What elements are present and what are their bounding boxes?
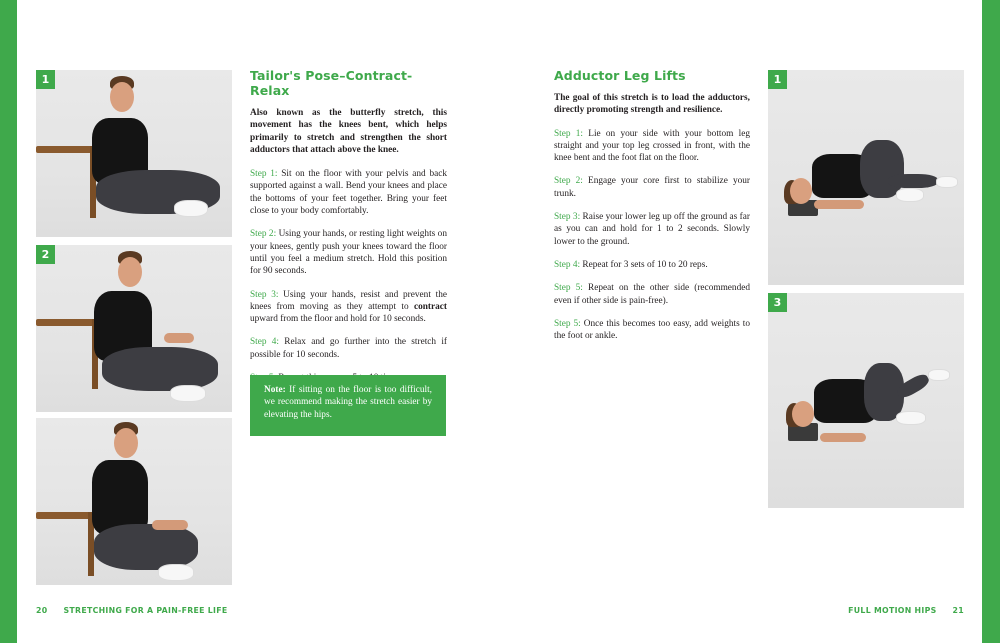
step-text: Once this becomes too easy, add weights to the foot or ankle. xyxy=(554,318,750,342)
step-text: Raise your lower leg up off the ground as far as you can and hold for 1 to 2 seconds. Slowly lower to the ground. xyxy=(554,212,750,247)
step-1 xyxy=(554,128,750,165)
step-label: Step 1: xyxy=(250,169,278,180)
step-2 xyxy=(554,175,750,200)
article-tailors-pose xyxy=(250,68,447,384)
step-label: Step 2: xyxy=(554,176,583,187)
page-number: 21 xyxy=(952,606,964,615)
step-1 xyxy=(250,168,447,217)
running-head: STRETCHING FOR A PAIN-FREE LIFE xyxy=(63,606,228,615)
step-label: Step 4: xyxy=(554,259,581,270)
step-label: Step 1: xyxy=(554,128,584,139)
photo-step-badge: 3 xyxy=(768,293,787,312)
step-text: Repeat on the other side (recommended even if other side is pain-free). xyxy=(554,283,750,306)
photo-step-badge: 1 xyxy=(36,70,55,89)
step-text: Engage your core first to stabilize your trunk. xyxy=(554,176,750,199)
step-text: Sit on the floor with your pelvis and back supported against a wall. Bend your knees and place the bottoms of your feet together. Bring your feet close to your body comfortably. xyxy=(250,169,448,217)
step-label: Step 3: xyxy=(250,289,279,300)
note-label: Note: xyxy=(264,385,286,395)
article-intro: Also known as the butterfly stretch, this movement has the knees bent, which helps primarily to stretch and strengthen the short adductors that attach above the knee. xyxy=(250,108,447,155)
right-page-edge-bar xyxy=(982,0,1000,643)
step-4 xyxy=(250,336,447,361)
photo-step-badge: 2 xyxy=(36,245,55,264)
right-footer xyxy=(848,606,964,615)
running-head: FULL MOTION HIPS xyxy=(848,606,937,615)
photo-adductor-lift-1 xyxy=(768,70,964,285)
step-label: Step 4: xyxy=(250,337,280,348)
step-text: Relax and go further into the stretch if possible for 10 seconds. xyxy=(250,337,447,360)
step-3 xyxy=(554,211,750,248)
step-text: Using your hands, or resting light weights on your knees, gently push your knees toward the floor until you feel a medium stretch. Hold this position for 90 seconds. xyxy=(250,229,447,277)
photo-tailors-pose-1 xyxy=(36,70,232,237)
photo-step-badge: 1 xyxy=(768,70,787,89)
step-4 xyxy=(554,259,750,271)
emphasis-contract: contract xyxy=(413,301,447,312)
left-footer xyxy=(36,606,228,615)
step-text: Repeat for 3 sets of 10 to 20 reps. xyxy=(580,259,708,270)
step-text: Lie on your side with your bottom leg straight and your top leg crossed in front, with the knee bent and the foot flat on the floor. xyxy=(554,128,750,164)
step-5 xyxy=(554,282,750,307)
photo-tailors-pose-3 xyxy=(36,418,232,585)
note-text: If sitting on the floor is too difficult, we recommend making the stretch easier by elevating the hips. xyxy=(264,385,432,420)
note-text-block xyxy=(264,384,432,421)
article-title: Adductor Leg Lifts xyxy=(554,68,686,83)
article-adductor-leg-lifts xyxy=(554,68,750,342)
step-text: upward from the floor and hold for 10 seconds. xyxy=(250,314,426,325)
step-label: Step 5: xyxy=(554,283,583,294)
step-label: Step 5: xyxy=(554,318,581,329)
note-box xyxy=(250,375,446,436)
page-number: 20 xyxy=(36,606,48,615)
article-title: Tailor's Pose–Contract-Relax xyxy=(250,68,413,98)
step-text: Using your hands, resist and prevent the knees from moving as they attempt to xyxy=(250,289,447,312)
step-label: Step 2: xyxy=(250,229,277,240)
step-2 xyxy=(250,228,447,277)
step-label: Step 3: xyxy=(554,212,581,223)
photo-adductor-lift-3 xyxy=(768,293,964,508)
step-3 xyxy=(250,289,447,326)
photo-tailors-pose-2 xyxy=(36,245,232,412)
step-5b xyxy=(554,318,750,343)
left-page-edge-bar xyxy=(0,0,17,643)
article-intro: The goal of this stretch is to load the adductors, directly promoting strength and resilience. xyxy=(554,93,750,116)
